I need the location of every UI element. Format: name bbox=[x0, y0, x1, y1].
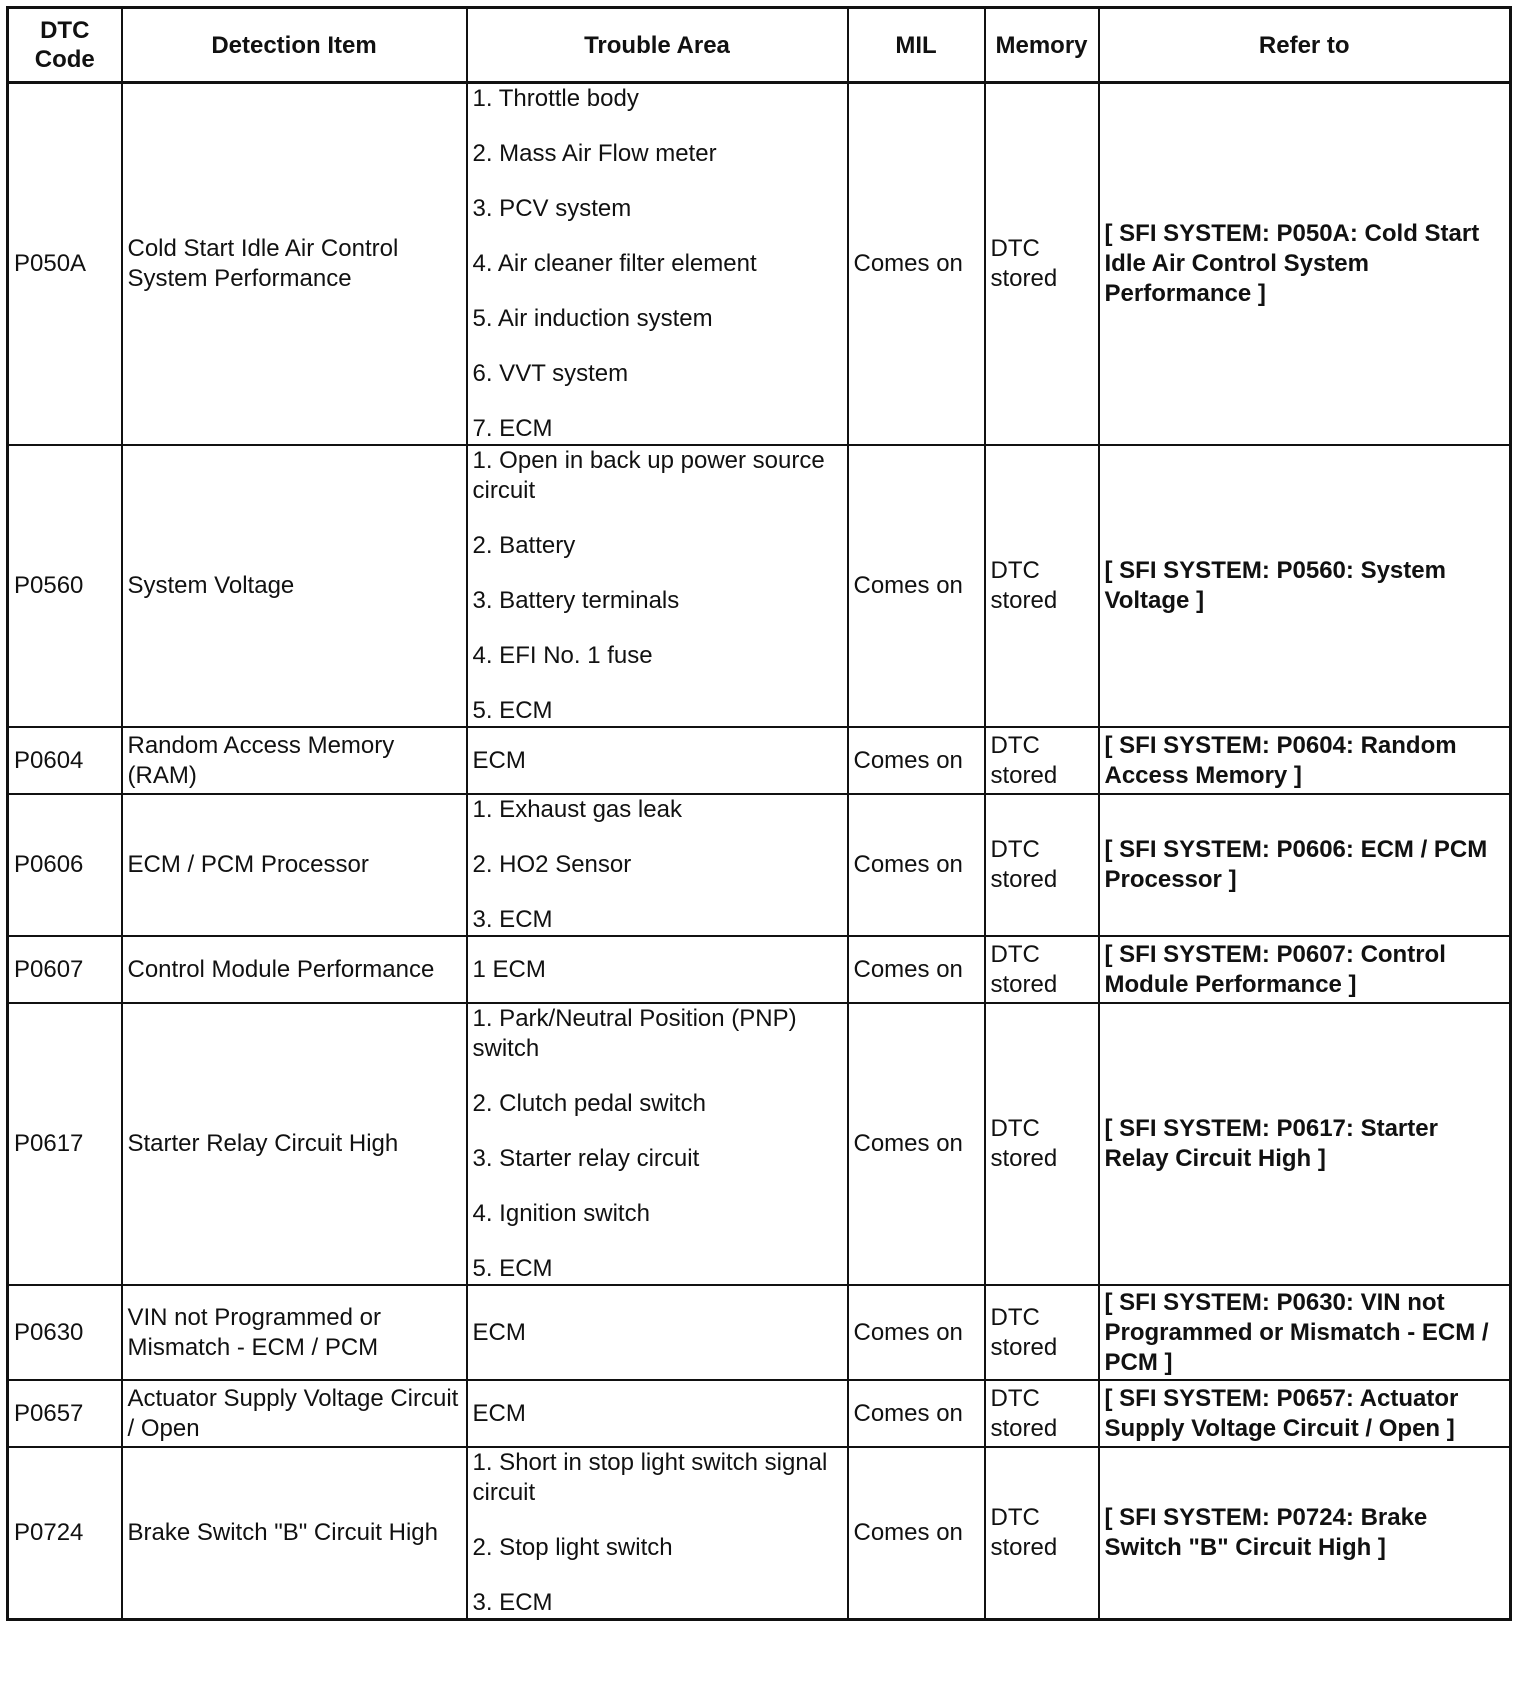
trouble-area-item: 3. Battery terminals bbox=[472, 587, 680, 614]
trouble-area-item: 1. Open in back up power source circuit bbox=[472, 447, 825, 504]
refer-to-cell: [ SFI SYSTEM: P0607: Control Module Performance ] bbox=[1099, 936, 1511, 1003]
trouble-area-cell bbox=[467, 727, 848, 794]
table-body bbox=[8, 83, 1511, 1620]
detection-item-cell: Control Module Performance bbox=[122, 936, 467, 1003]
mil-cell: Comes on bbox=[848, 83, 985, 446]
dtc-code-cell: P0724 bbox=[8, 1447, 122, 1620]
mil-cell: Comes on bbox=[848, 936, 985, 1003]
trouble-area-item: 3. Starter relay circuit bbox=[472, 1145, 700, 1172]
header-row bbox=[8, 8, 1511, 83]
trouble-area-item: 4. EFI No. 1 fuse bbox=[472, 642, 653, 669]
memory-cell: DTC stored bbox=[985, 445, 1099, 727]
detection-item-cell: System Voltage bbox=[122, 445, 467, 727]
refer-to-cell: [ SFI SYSTEM: P050A: Cold Start Idle Air Control System Performance ] bbox=[1099, 83, 1511, 446]
refer-to-cell: [ SFI SYSTEM: P0606: ECM / PCM Processor ] bbox=[1099, 794, 1511, 936]
table-row bbox=[8, 1003, 1511, 1285]
dtc-table-container bbox=[6, 6, 1512, 1621]
table-row bbox=[8, 445, 1511, 727]
trouble-area-list bbox=[473, 446, 842, 726]
trouble-area-cell bbox=[467, 794, 848, 936]
memory-cell: DTC stored bbox=[985, 1447, 1099, 1620]
trouble-area-item: 1. Throttle body bbox=[472, 85, 639, 112]
trouble-area-list bbox=[473, 1004, 842, 1284]
trouble-area-item: 5. ECM bbox=[472, 697, 553, 724]
dtc-table bbox=[6, 6, 1512, 1621]
trouble-area-item: 2. HO2 Sensor bbox=[472, 851, 632, 878]
mil-cell: Comes on bbox=[848, 1003, 985, 1285]
trouble-area-cell bbox=[467, 83, 848, 446]
detection-item-cell: ECM / PCM Processor bbox=[122, 794, 467, 936]
mil-cell: Comes on bbox=[848, 445, 985, 727]
refer-to-cell: [ SFI SYSTEM: P0724: Brake Switch "B" Circuit High ] bbox=[1099, 1447, 1511, 1620]
dtc-code-cell: P0606 bbox=[8, 794, 122, 936]
trouble-area-cell bbox=[467, 1380, 848, 1447]
trouble-area-item: ECM bbox=[472, 1318, 526, 1346]
table-row bbox=[8, 727, 1511, 794]
detection-item-cell: Starter Relay Circuit High bbox=[122, 1003, 467, 1285]
memory-cell: DTC stored bbox=[985, 794, 1099, 936]
trouble-area-item: 3. PCV system bbox=[472, 195, 632, 222]
trouble-area-list bbox=[473, 795, 842, 935]
trouble-area-item: 4. Ignition switch bbox=[472, 1200, 650, 1227]
trouble-area-list bbox=[473, 1448, 842, 1618]
refer-to-cell: [ SFI SYSTEM: P0604: Random Access Memory ] bbox=[1099, 727, 1511, 794]
memory-cell: DTC stored bbox=[985, 83, 1099, 446]
trouble-area-item: 7. ECM bbox=[472, 415, 553, 442]
trouble-area-item: 5. Air induction system bbox=[472, 305, 713, 332]
column-header-mil: MIL bbox=[848, 8, 985, 83]
trouble-area-item: 2. Mass Air Flow meter bbox=[472, 140, 717, 167]
trouble-area-cell bbox=[467, 936, 848, 1003]
trouble-area-item: 4. Air cleaner filter element bbox=[472, 250, 757, 277]
trouble-area-item: 2. Battery bbox=[472, 532, 576, 559]
dtc-code-cell: P050A bbox=[8, 83, 122, 446]
trouble-area-item: 1. Exhaust gas leak bbox=[472, 796, 682, 823]
trouble-area-item: 1. Park/Neutral Position (PNP) switch bbox=[472, 1005, 797, 1062]
trouble-area-list bbox=[473, 84, 842, 444]
refer-to-cell: [ SFI SYSTEM: P0617: Starter Relay Circuit High ] bbox=[1099, 1003, 1511, 1285]
table-row bbox=[8, 1380, 1511, 1447]
trouble-area-cell bbox=[467, 1285, 848, 1380]
column-header-dtc-code: DTC Code bbox=[8, 8, 122, 83]
trouble-area-cell bbox=[467, 1447, 848, 1620]
refer-to-cell: [ SFI SYSTEM: P0657: Actuator Supply Voltage Circuit / Open ] bbox=[1099, 1380, 1511, 1447]
detection-item-cell: Random Access Memory (RAM) bbox=[122, 727, 467, 794]
table-header bbox=[8, 8, 1511, 83]
dtc-code-cell: P0604 bbox=[8, 727, 122, 794]
trouble-area-cell bbox=[467, 445, 848, 727]
trouble-area-item: 2. Stop light switch bbox=[472, 1534, 673, 1561]
trouble-area-cell bbox=[467, 1003, 848, 1285]
dtc-code-cell: P0657 bbox=[8, 1380, 122, 1447]
trouble-area-item: ECM bbox=[472, 746, 526, 774]
table-row bbox=[8, 794, 1511, 936]
trouble-area-item: ECM bbox=[472, 1399, 526, 1427]
dtc-code-cell: P0630 bbox=[8, 1285, 122, 1380]
detection-item-cell: Brake Switch "B" Circuit High bbox=[122, 1447, 467, 1620]
refer-to-cell: [ SFI SYSTEM: P0560: System Voltage ] bbox=[1099, 445, 1511, 727]
dtc-code-cell: P0560 bbox=[8, 445, 122, 727]
dtc-code-cell: P0607 bbox=[8, 936, 122, 1003]
column-header-refer-to: Refer to bbox=[1099, 8, 1511, 83]
mil-cell: Comes on bbox=[848, 727, 985, 794]
table-row bbox=[8, 1285, 1511, 1380]
table-row bbox=[8, 1447, 1511, 1620]
memory-cell: DTC stored bbox=[985, 727, 1099, 794]
memory-cell: DTC stored bbox=[985, 936, 1099, 1003]
detection-item-cell: Actuator Supply Voltage Circuit / Open bbox=[122, 1380, 467, 1447]
trouble-area-item: 5. ECM bbox=[472, 1255, 553, 1282]
detection-item-cell: Cold Start Idle Air Control System Performance bbox=[122, 83, 467, 446]
table-row bbox=[8, 936, 1511, 1003]
column-header-detection-item: Detection Item bbox=[122, 8, 467, 83]
trouble-area-item: 1 ECM bbox=[472, 955, 546, 983]
mil-cell: Comes on bbox=[848, 1380, 985, 1447]
column-header-memory: Memory bbox=[985, 8, 1099, 83]
memory-cell: DTC stored bbox=[985, 1285, 1099, 1380]
memory-cell: DTC stored bbox=[985, 1003, 1099, 1285]
mil-cell: Comes on bbox=[848, 1285, 985, 1380]
trouble-area-item: 1. Short in stop light switch signal circuit bbox=[472, 1449, 828, 1506]
mil-cell: Comes on bbox=[848, 794, 985, 936]
trouble-area-item: 6. VVT system bbox=[472, 360, 629, 387]
memory-cell: DTC stored bbox=[985, 1380, 1099, 1447]
column-header-trouble-area: Trouble Area bbox=[467, 8, 848, 83]
dtc-code-cell: P0617 bbox=[8, 1003, 122, 1285]
trouble-area-item: 3. ECM bbox=[472, 1589, 553, 1616]
refer-to-cell: [ SFI SYSTEM: P0630: VIN not Programmed or Mismatch - ECM / PCM ] bbox=[1099, 1285, 1511, 1380]
table-row bbox=[8, 83, 1511, 446]
trouble-area-item: 3. ECM bbox=[472, 906, 553, 933]
detection-item-cell: VIN not Programmed or Mismatch - ECM / PCM bbox=[122, 1285, 467, 1380]
trouble-area-item: 2. Clutch pedal switch bbox=[472, 1090, 706, 1117]
mil-cell: Comes on bbox=[848, 1447, 985, 1620]
